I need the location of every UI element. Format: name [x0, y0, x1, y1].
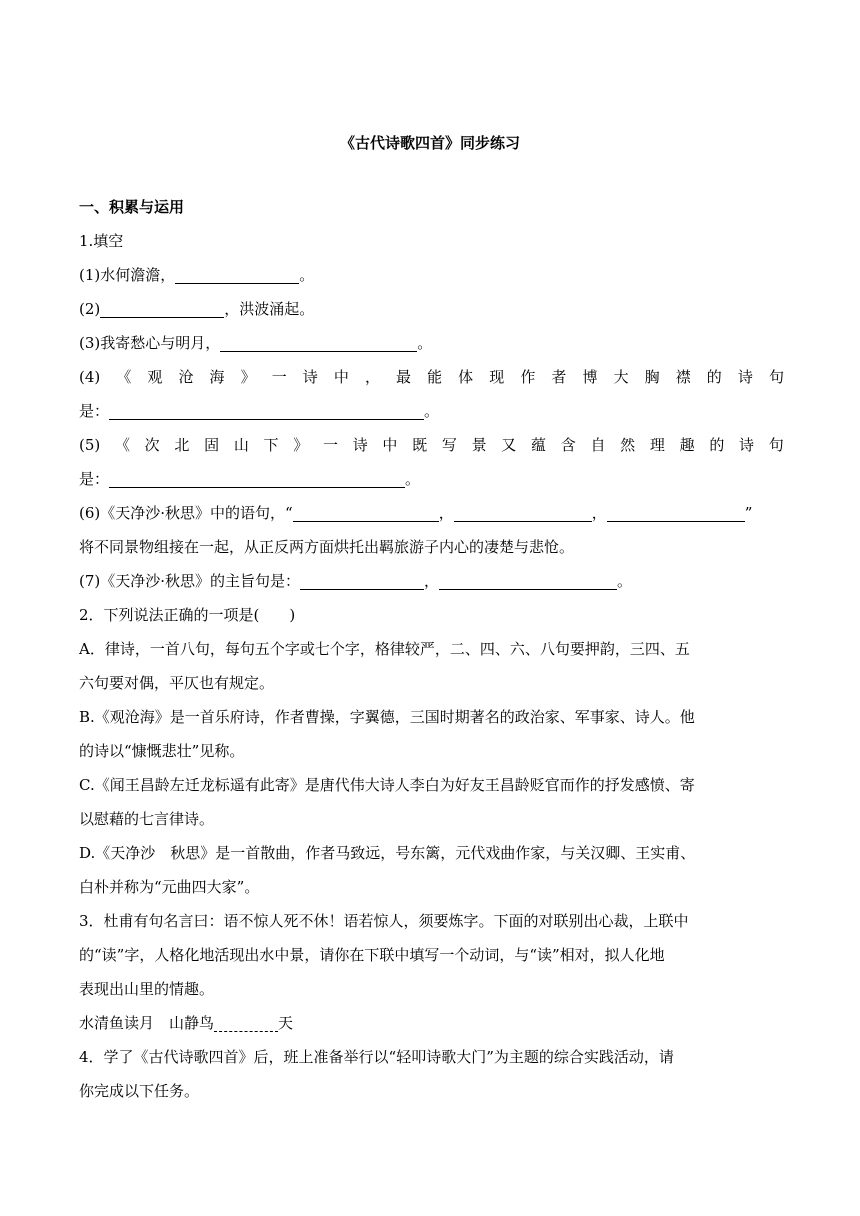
text-glyph: 北 [174, 436, 190, 454]
answer-blank[interactable] [300, 571, 424, 590]
text-glyph: 句 [768, 368, 784, 386]
section-heading: 一、积累与运用 [79, 198, 185, 216]
question-1-item-3: (3)我寄愁心与明月， 。 [79, 334, 433, 352]
text-glyph: 体 [458, 368, 474, 386]
text-glyph: (5) [79, 436, 101, 454]
option-c-line-2: 以慰藉的七言律诗。 [79, 810, 215, 828]
answer-blank[interactable] [100, 299, 224, 318]
question-3-couplet: 水清鱼读月 山静鸟 天 [79, 1014, 294, 1032]
question-1-item-4-line-2: 是： 。 [79, 402, 440, 420]
question-3-line-2: 的“读”字，人格化地活现出水中景，请你在下联中填写一个动词，与“读”相对，拟人化地 [79, 946, 665, 964]
text-glyph: 》 [293, 436, 309, 454]
text-glyph: 《 [116, 368, 132, 386]
question-1-item-2: (2) ，洪波涌起。 [79, 300, 315, 318]
text-glyph: 写 [441, 436, 457, 454]
option-d-line-2: 白朴并称为“元曲四大家”。 [79, 878, 260, 896]
text-glyph: ， [364, 368, 380, 386]
text-glyph: 下 [263, 436, 279, 454]
text-glyph: 自 [590, 436, 606, 454]
text-glyph: 又 [501, 436, 517, 454]
text-glyph: 沧 [178, 368, 194, 386]
text-glyph: 一 [271, 368, 287, 386]
answer-blank[interactable] [220, 333, 417, 352]
page-title: 《古代诗歌四首》同步练习 [339, 134, 520, 152]
text-glyph: 既 [412, 436, 428, 454]
text-glyph: 中 [382, 436, 398, 454]
question-3-line-1: 3．杜甫有句名言曰：语不惊人死不休！语若惊人，须要炼字。下面的对联别出心裁，上联中 [79, 912, 689, 930]
text-glyph: 最 [396, 368, 412, 386]
text-glyph: 海 [209, 368, 225, 386]
text-glyph: 诗 [737, 368, 753, 386]
question-1-item-6-line-1: (6)《天净沙·秋思》中的语句，“ ， ， ” [79, 504, 753, 522]
answer-blank[interactable] [293, 503, 439, 522]
question-4-line-2: 你完成以下任务。 [79, 1082, 200, 1100]
option-a-line-1: A．律诗，一首八句，每句五个字或七个字，格律较严，二、四、六、八句要押韵，三四、五 [79, 640, 690, 658]
text-glyph: 诗 [302, 368, 318, 386]
answer-blank[interactable] [607, 503, 745, 522]
option-d-line-1: D.《天净沙 秋思》是一首散曲，作者马致远，号东篱，元代戏曲作家，与关汉卿、王实甫、 [79, 844, 696, 862]
question-3-line-3: 表现出山里的情趣。 [79, 980, 215, 998]
text-glyph: 者 [551, 368, 567, 386]
question-1-item-4-line-1 [79, 360, 784, 394]
question-1-item-6-line-2: 将不同景物组接在一起，从正反两方面烘托出羁旅游子内心的凄楚与悲怆。 [79, 538, 575, 556]
text-glyph: 《 [114, 436, 130, 454]
text-glyph: 胸 [644, 368, 660, 386]
text-glyph: 作 [520, 368, 536, 386]
text-glyph: 中 [333, 368, 349, 386]
answer-blank[interactable] [214, 1013, 278, 1032]
text-glyph: 博 [582, 368, 598, 386]
question-1-label: 1.填空 [79, 232, 124, 250]
worksheet-content [79, 190, 784, 1108]
text-glyph: 趣 [679, 436, 695, 454]
text-glyph: 观 [147, 368, 163, 386]
question-1-item-1: (1)水何澹澹， 。 [79, 266, 315, 284]
answer-blank[interactable] [109, 401, 424, 420]
question-1-item-5-line-1 [79, 428, 784, 462]
option-a-line-2: 六句要对偶，平仄也有规定。 [79, 674, 275, 692]
text-glyph: 现 [489, 368, 505, 386]
option-b-line-1: B.《观沧海》是一首乐府诗，作者曹操，字翼德，三国时期著名的政治家、军事家、诗人。他 [79, 708, 695, 726]
answer-blank[interactable] [439, 571, 617, 590]
text-glyph: 能 [427, 368, 443, 386]
text-glyph: 大 [613, 368, 629, 386]
text-glyph: 句 [768, 436, 784, 454]
text-glyph: 襟 [675, 368, 691, 386]
question-1-item-7: (7)《天净沙·秋思》的主旨句是： ， 。 [79, 572, 633, 590]
text-glyph: 理 [649, 436, 665, 454]
text-glyph: 然 [620, 436, 636, 454]
question-4-line-1: 4．学了《古代诗歌四首》后，班上准备举行以“轻叩诗歌大门”为主题的综合实践活动，请 [79, 1048, 674, 1066]
answer-blank[interactable] [454, 503, 592, 522]
option-b-line-2: 的诗以“慷慨悲壮”见称。 [79, 742, 245, 760]
text-glyph: 诗 [352, 436, 368, 454]
answer-blank[interactable] [175, 265, 299, 284]
text-glyph: 景 [471, 436, 487, 454]
text-glyph: 一 [322, 436, 338, 454]
text-glyph: 诗 [739, 436, 755, 454]
text-glyph: 的 [706, 368, 722, 386]
text-glyph: 含 [560, 436, 576, 454]
text-glyph: 的 [709, 436, 725, 454]
text-glyph: 蕴 [531, 436, 547, 454]
answer-blank[interactable] [109, 469, 405, 488]
text-glyph: 》 [240, 368, 256, 386]
text-glyph: (4) [79, 368, 101, 386]
text-glyph: 固 [204, 436, 220, 454]
text-glyph: 次 [144, 436, 160, 454]
question-1-item-5-line-2: 是： 。 [79, 470, 421, 488]
question-2-stem: 2．下列说法正确的一项是( ) [79, 606, 296, 624]
text-glyph: 山 [233, 436, 249, 454]
option-c-line-1: C.《闻王昌龄左迁龙标遥有此寄》是唐代伟大诗人李白为好友王昌龄贬官而作的抒发感愤、寄 [79, 776, 695, 794]
